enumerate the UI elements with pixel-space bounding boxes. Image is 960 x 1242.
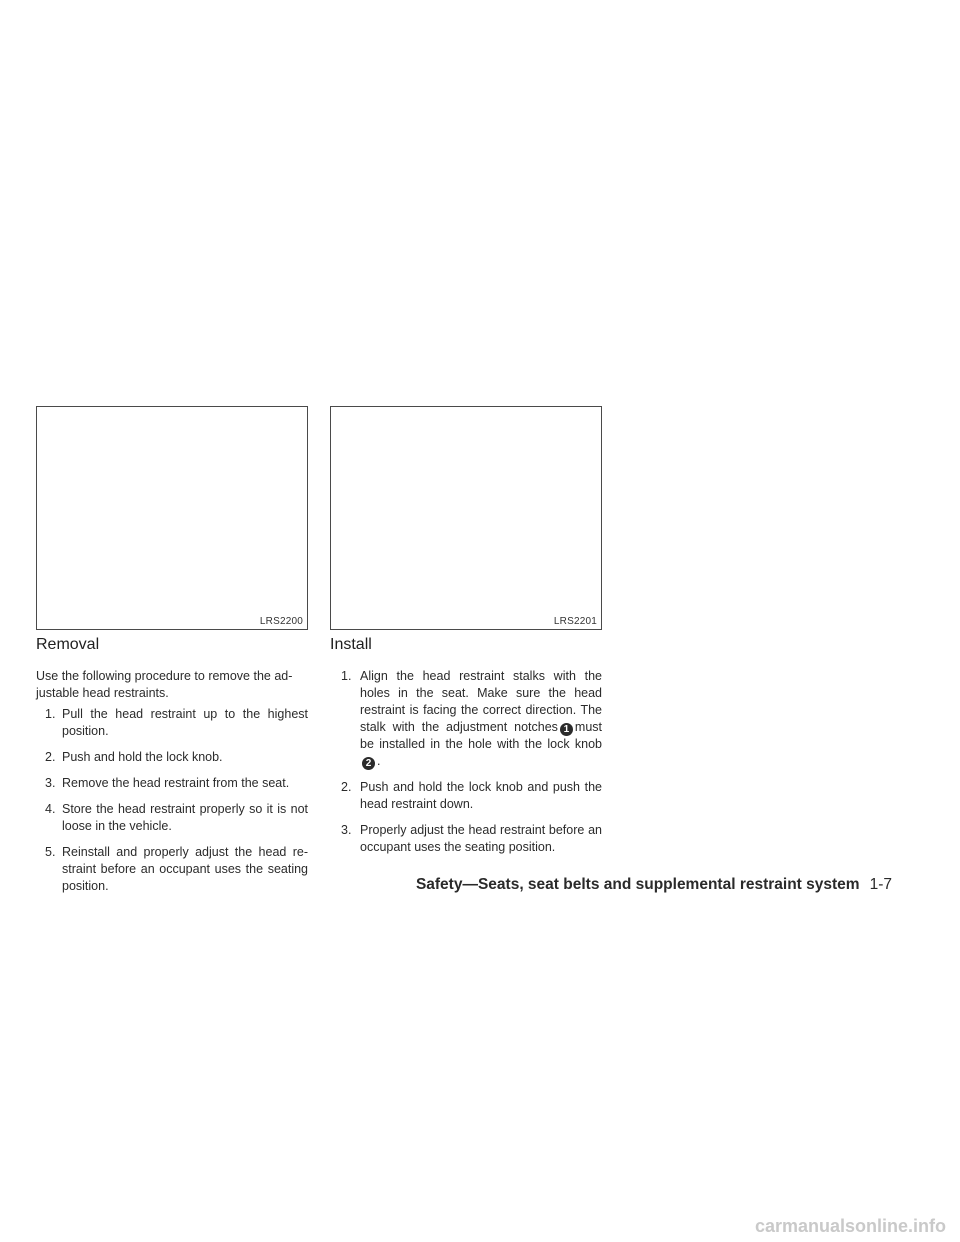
watermark: carmanualsonline.info — [754, 1216, 946, 1236]
step-number: 5. — [45, 845, 56, 859]
step-text: Reinstall and properly adjust the head re-straint before an occupant uses the seating position. — [62, 845, 308, 893]
figure-install — [330, 406, 602, 630]
step-text: Push and hold the lock knob. — [62, 750, 223, 764]
removal-intro: Use the following procedure to remove the ad-justable head restraints. — [36, 669, 293, 700]
list-item — [36, 775, 308, 792]
page-number: 1-7 — [869, 876, 892, 893]
step-text: Push and hold the lock knob and push the head restraint down. — [360, 780, 602, 811]
step-text: Store the head restraint properly so it is not loose in the vehicle. — [62, 802, 308, 833]
list-item — [330, 668, 602, 770]
step-text: Remove the head restraint from the seat. — [62, 776, 290, 790]
step-number: 2. — [45, 750, 56, 764]
list-item — [36, 749, 308, 766]
removal-section — [36, 634, 308, 904]
callout-1-icon: 1 — [560, 723, 573, 736]
step-number: 4. — [45, 802, 56, 816]
step-number: 3. — [45, 776, 56, 790]
step-number: 1. — [341, 669, 352, 683]
step-text: Align the head restraint stalks with the holes in the seat. Make sure the head restraint is facing the correct direction. The stalk with the adjustment notches — [360, 669, 602, 734]
page-footer — [416, 876, 892, 894]
list-item — [36, 801, 308, 835]
install-steps — [330, 668, 602, 856]
list-item — [36, 844, 308, 895]
removal-steps — [36, 706, 308, 895]
figure-code: LRS2201 — [553, 616, 597, 627]
step-text: . — [377, 754, 381, 768]
callout-2-icon: 2 — [362, 757, 375, 770]
footer-section-title: Safety—Seats, seat belts and supplemental restraint system — [415, 876, 860, 893]
list-item — [36, 706, 308, 740]
install-section — [330, 634, 602, 865]
list-item — [330, 822, 602, 856]
step-text: must be installed in the hole with the lock knob — [360, 720, 602, 751]
step-text: Properly adjust the head restraint before an occupant uses the seating position. — [360, 823, 602, 854]
list-item — [330, 779, 602, 813]
figure-code: LRS2200 — [259, 616, 303, 627]
step-number: 3. — [341, 823, 352, 837]
step-number: 2. — [341, 780, 352, 794]
step-text: Pull the head restraint up to the highest position. — [62, 707, 308, 738]
section-heading-install: Install — [330, 636, 372, 653]
section-heading-removal: Removal — [36, 636, 100, 653]
step-number: 1. — [45, 707, 56, 721]
figure-removal — [36, 406, 308, 630]
